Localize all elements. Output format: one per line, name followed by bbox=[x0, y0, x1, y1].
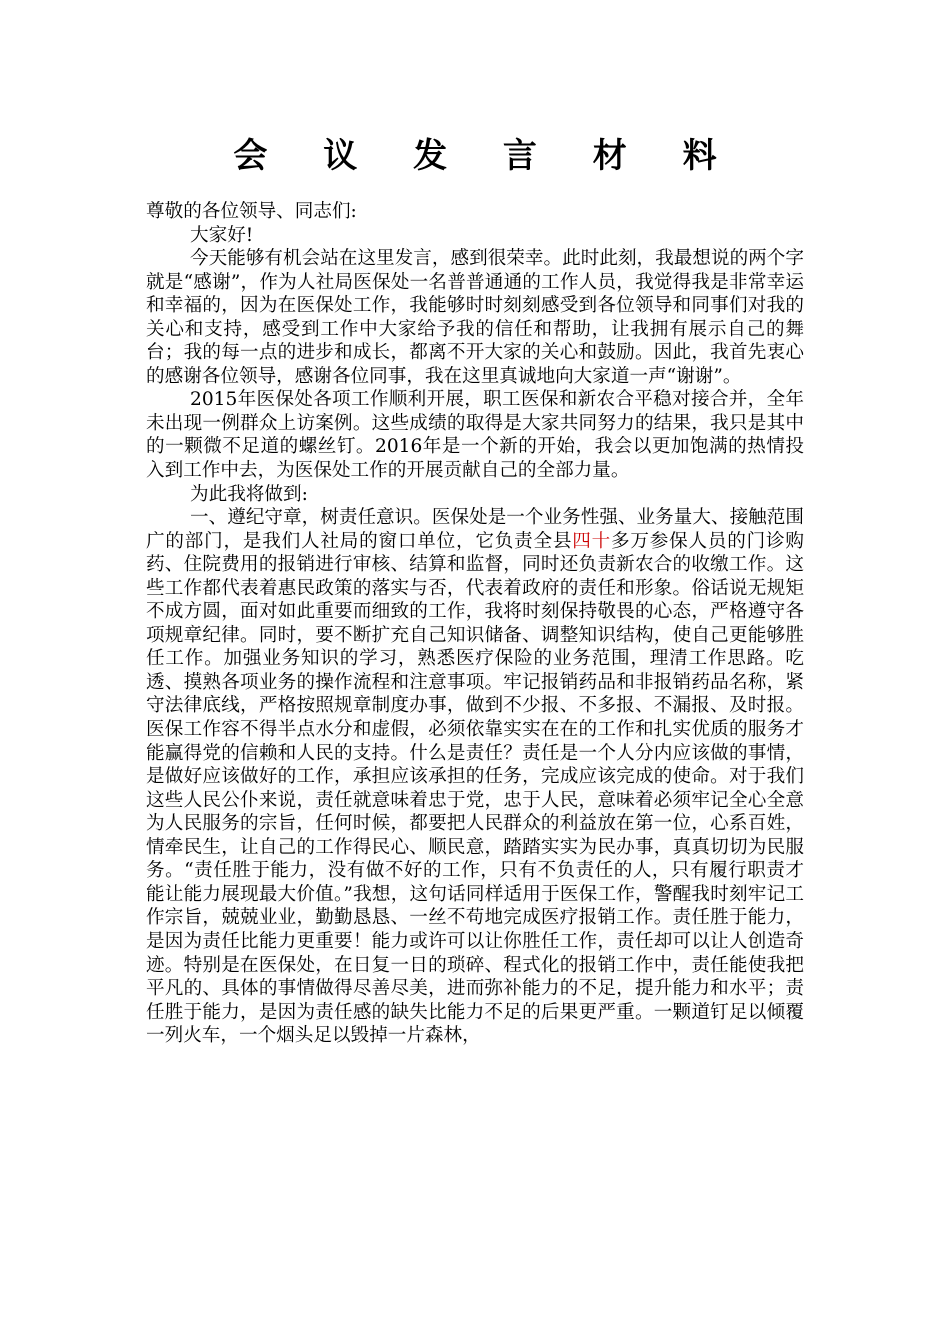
paragraph-commitment-one-rest: 多万参保人员的门诊购药、住院费用的报销进行审核、结算和监督，同时还负责新农合的收缴工作。这些工作都代表着惠民政策的落实与否，代表着政府的责任和形象。俗话说无规矩不成方圆，面对如此重要而细致的工作，我将时刻保持敬畏的心态，严格遵守各项规章纪律。同时，要不断扩充自己知识储备、调整知识结构，使自己更能够胜任工作。加强业务知识的学习，熟悉医疗保险的业务范围，理清工作思路。吃透、摸熟各项业务的操作流程和注意事项。牢记报销药品和非报销药品名称，紧守法律底线，严格按照规章制度办事，做到不少报、不多报、不漏报、及时报。医保工作容不得半点水分和虚假，必须依靠实实在在的工作和扎实优质的服务才能赢得党的信赖和人民的支持。什么是责任？责任是一个人分内应该做的事情，是做好应该做好的工作，承担应该承担的任务，完成应该完成的使命。对于我们这些人民公仆来说，责任就意味着忠于党，忠于人民，意味着必须牢记全心全意为人民服务的宗旨，任何时候，都要把人民群众的利益放在第一位，心系百姓，情牵民生，让自己的工作得民心、顺民意，踏踏实实为民办事，真真切切为民服务。“责任胜于能力，没有做不好的工作，只有不负责任的人，只有履行职责才能让能力展现最大价值。”我想，这句话同样适用于医保工作，警醒我时刻牢记工作宗旨，兢兢业业，勤勤恳恳、一丝不苟地完成医疗报销工作。责任胜于能力，是因为责任比能力更重要！能力或许可以让你胜任工作，责任却可以让人创造奇迹。特别是在医保处，在日复一日的琐碎、程式化的报销工作中，责任能使我把平凡的、具体的事情做得尽善尽美，进而弥补能力的不足，提升能力和水平；责任胜于能力，是因为责任感的缺失比能力不足的后果更严重。一颗道钉足以倾覆一列火车，一个烟头足以毁掉一片森林， bbox=[146, 530, 804, 1047]
highlighted-number: 四十 bbox=[572, 530, 611, 552]
paragraph-gratitude: 今天能够有机会站在这里发言，感到很荣幸。此时此刻，我最想说的两个字就是“感谢”，作为人社局医保处一名普普通通的工作人员，我觉得我是非常幸运和幸福的，因为在医保处工作，我能够时时刻刻感受到各位领导和同事们对我的关心和支持，感受到工作中大家给予我的信任和帮助，让我拥有展示自己的舞台；我的每一点的进步和成长，都离不开大家的关心和鼓励。因此，我首先衷心的感谢各位领导，感谢各位同事，我在这里真诚地向大家道一声“谢谢”。 bbox=[146, 248, 804, 387]
greeting: 大家好! bbox=[190, 224, 254, 246]
paragraph-commitment-one-start: 一、遵纪守章，树责任意识。医保处是一个业务性强、业务量大、接触范围广的部门，是我们人社局的窗口单位，它负责全县 bbox=[146, 507, 804, 552]
page-title: 会 议 发 言 材 料 bbox=[233, 136, 739, 176]
paragraph-commitment-one bbox=[146, 506, 804, 1048]
paragraph-achievements: 2015年医保处各项工作顺利开展，职工医保和新农合平稳对接合并，全年未出现一例群众上访案例。这些成绩的取得是大家共同努力的结果，我只是其中的一颗微不足道的螺丝钉。2016年是一个新的开始，我会以更加饱满的热情投入到工作中去，为医保处工作的开展贡献自己的全部力量。 bbox=[146, 389, 804, 482]
salutation: 尊敬的各位领导、同志们: bbox=[146, 201, 357, 222]
document-body bbox=[146, 200, 804, 1048]
paragraph-intro-commitments: 为此我将做到: bbox=[190, 483, 308, 505]
